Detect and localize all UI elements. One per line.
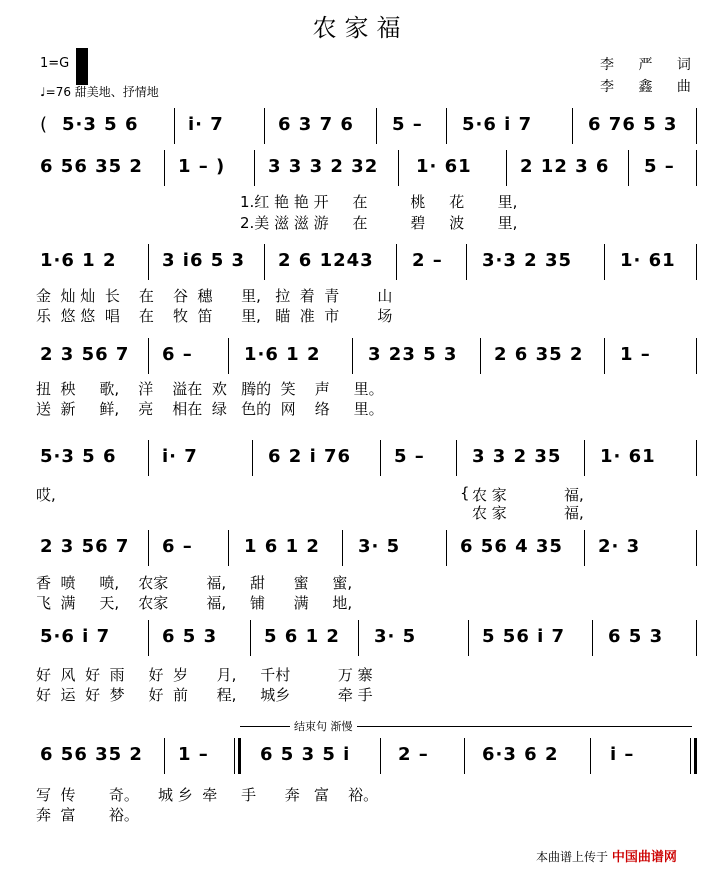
barline <box>456 440 457 476</box>
barline <box>164 150 165 186</box>
measure: 6 – <box>162 536 193 557</box>
barline <box>480 338 481 374</box>
barline <box>264 244 265 280</box>
measure: 1·6 1 2 <box>244 344 321 365</box>
measure: 6 2 i 76 <box>268 446 352 467</box>
barline <box>254 150 255 186</box>
footer-prefix: 本曲谱上传于 <box>536 850 609 864</box>
lyric-line: 农 家 福, <box>472 486 584 504</box>
barline <box>148 440 149 476</box>
barline <box>174 108 175 144</box>
barline <box>446 108 447 144</box>
measure: 5 – <box>392 114 423 135</box>
measure: 3 3 3 2 32 <box>268 156 379 177</box>
final-barline <box>694 738 697 774</box>
barline <box>380 440 381 476</box>
tempo-marking: ♩=76 甜美地、抒情地 <box>40 85 159 99</box>
barline <box>696 440 697 476</box>
barline <box>228 338 229 374</box>
barline <box>148 530 149 566</box>
barline <box>376 108 377 144</box>
measure: 5·3 5 6 <box>40 446 117 467</box>
measure: 1·6 1 2 <box>40 250 117 271</box>
lyric-line: 金 灿 灿 长 在 谷 穗 里, 拉 着 青 山 <box>36 287 393 305</box>
staff-row-8 <box>32 738 700 778</box>
measure: 3·3 2 35 <box>482 250 572 271</box>
measure: 1 – <box>620 344 651 365</box>
lyric-line: 好 运 好 梦 好 前 程, 城乡 牵 手 <box>36 686 373 704</box>
barline <box>358 620 359 656</box>
measure: 3· 5 <box>358 536 401 557</box>
measure: i – <box>610 744 635 765</box>
barline <box>584 440 585 476</box>
lyricist-credit: 李 严 词 <box>600 57 701 73</box>
barline <box>446 530 447 566</box>
upload-credit <box>536 846 677 865</box>
barline <box>164 738 165 774</box>
barline <box>352 338 353 374</box>
barline <box>696 244 697 280</box>
barline <box>396 244 397 280</box>
measure: 2 – <box>398 744 429 765</box>
barline <box>464 738 465 774</box>
measure: 2 6 1243 <box>278 250 374 271</box>
intro-paren: ( <box>40 114 48 135</box>
measure: 5 – <box>394 446 425 467</box>
measure: 2 3 56 7 <box>40 344 130 365</box>
lyric-line: 香 喷 喷, 农家 福, 甜 蜜 蜜, <box>36 574 353 592</box>
lyric-line: 送 新 鲜, 亮 相在 绿 色的 网 络 里。 <box>36 400 384 418</box>
staff-row-3 <box>32 244 700 284</box>
barline <box>466 244 467 280</box>
lyric-line: 好 风 好 雨 好 岁 月, 千村 万 寨 <box>36 666 373 684</box>
measure: 6 – <box>162 344 193 365</box>
measure: i· 7 <box>188 114 224 135</box>
barline <box>696 338 697 374</box>
measure: 1 – <box>178 744 209 765</box>
measure: 6 56 4 35 <box>460 536 563 557</box>
barline <box>690 738 691 774</box>
lyric-line: 2.美 滋 滋 游 在 碧 波 里, <box>240 214 518 232</box>
measure: 3· 5 <box>374 626 417 647</box>
barline <box>696 108 697 144</box>
measure: 1· 61 <box>600 446 656 467</box>
staff-row-2 <box>32 150 700 190</box>
measure: 1 6 1 2 <box>244 536 320 557</box>
measure: 1 – ) <box>178 156 226 177</box>
measure: 5 – <box>644 156 675 177</box>
lyric-line: 1.红 艳 艳 开 在 桃 花 里, <box>240 193 518 211</box>
measure: 6 5 3 <box>162 626 218 647</box>
measure: 2 3 56 7 <box>40 536 130 557</box>
barline <box>148 620 149 656</box>
barline <box>696 150 697 186</box>
measure: 2· 3 <box>598 536 641 557</box>
barline <box>250 620 251 656</box>
measure: i· 7 <box>162 446 198 467</box>
measure: 1· 61 <box>620 250 676 271</box>
staff-row-1 <box>32 108 700 148</box>
measure: 5·6 i 7 <box>40 626 111 647</box>
barline <box>148 244 149 280</box>
barline <box>628 150 629 186</box>
barline <box>604 244 605 280</box>
lyric-line: 奔 富 裕。 <box>36 806 139 824</box>
lyric-line: 乐 悠 悠 唱 在 牧 笛 里, 瞄 准 市 场 <box>36 307 393 325</box>
measure: 3 3 2 35 <box>472 446 562 467</box>
coda-marking: 结束句 渐慢 <box>290 718 357 734</box>
barline <box>234 738 235 774</box>
barline <box>228 530 229 566</box>
lyric-line: 飞 满 天, 农家 福, 铺 满 地, <box>36 594 353 612</box>
measure: 6 5 3 <box>608 626 664 647</box>
composer-credit: 李 鑫 曲 <box>600 79 701 95</box>
measure: 2 – <box>412 250 443 271</box>
key-signature: 1=G <box>40 56 70 71</box>
barline <box>252 440 253 476</box>
staff-row-7 <box>32 620 700 660</box>
measure: 6 5 3 5 i <box>260 744 351 765</box>
measure: 3 i6 5 3 <box>162 250 246 271</box>
barline <box>506 150 507 186</box>
barline <box>590 738 591 774</box>
measure: 2 12 3 6 <box>520 156 610 177</box>
measure: 5·3 5 6 <box>62 114 139 135</box>
measure: 6 3 7 6 <box>278 114 354 135</box>
staff-row-5 <box>32 440 700 480</box>
lyric-line: 农 家 福, <box>472 504 584 522</box>
measure: 6 76 5 3 <box>588 114 678 135</box>
barline <box>380 738 381 774</box>
barline <box>604 338 605 374</box>
song-title: 农家福 <box>312 14 409 42</box>
lyric-line: 扭 秧 歌, 洋 溢在 欢 腾的 笑 声 里。 <box>36 380 384 398</box>
staff-row-4 <box>32 338 700 378</box>
staff-row-6 <box>32 530 700 570</box>
lyric-line: 写 传 奇。 城 乡 牵 手 奔 富 裕。 <box>36 786 379 804</box>
measure: 5 6 1 2 <box>264 626 340 647</box>
barline <box>342 530 343 566</box>
barline <box>572 108 573 144</box>
measure: 5 56 i 7 <box>482 626 566 647</box>
measure: 2 6 35 2 <box>494 344 584 365</box>
measure: 6 56 35 2 <box>40 744 143 765</box>
measure: 3 23 5 3 <box>368 344 458 365</box>
lyric-line: 哎, <box>36 486 56 504</box>
measure: 1· 61 <box>416 156 472 177</box>
barline <box>148 338 149 374</box>
time-signature <box>76 48 85 78</box>
barline <box>696 620 697 656</box>
measure: 6·3 6 2 <box>482 744 559 765</box>
barline <box>584 530 585 566</box>
measure: 5·6 i 7 <box>462 114 533 135</box>
lyric-line: { <box>460 484 470 502</box>
barline <box>468 620 469 656</box>
barline <box>398 150 399 186</box>
site-logo[interactable]: 中国曲谱网 <box>611 850 677 865</box>
barline <box>696 530 697 566</box>
barline <box>592 620 593 656</box>
repeat-barline <box>238 738 241 774</box>
measure: 6 56 35 2 <box>40 156 143 177</box>
meter-divider <box>76 48 88 85</box>
barline <box>264 108 265 144</box>
